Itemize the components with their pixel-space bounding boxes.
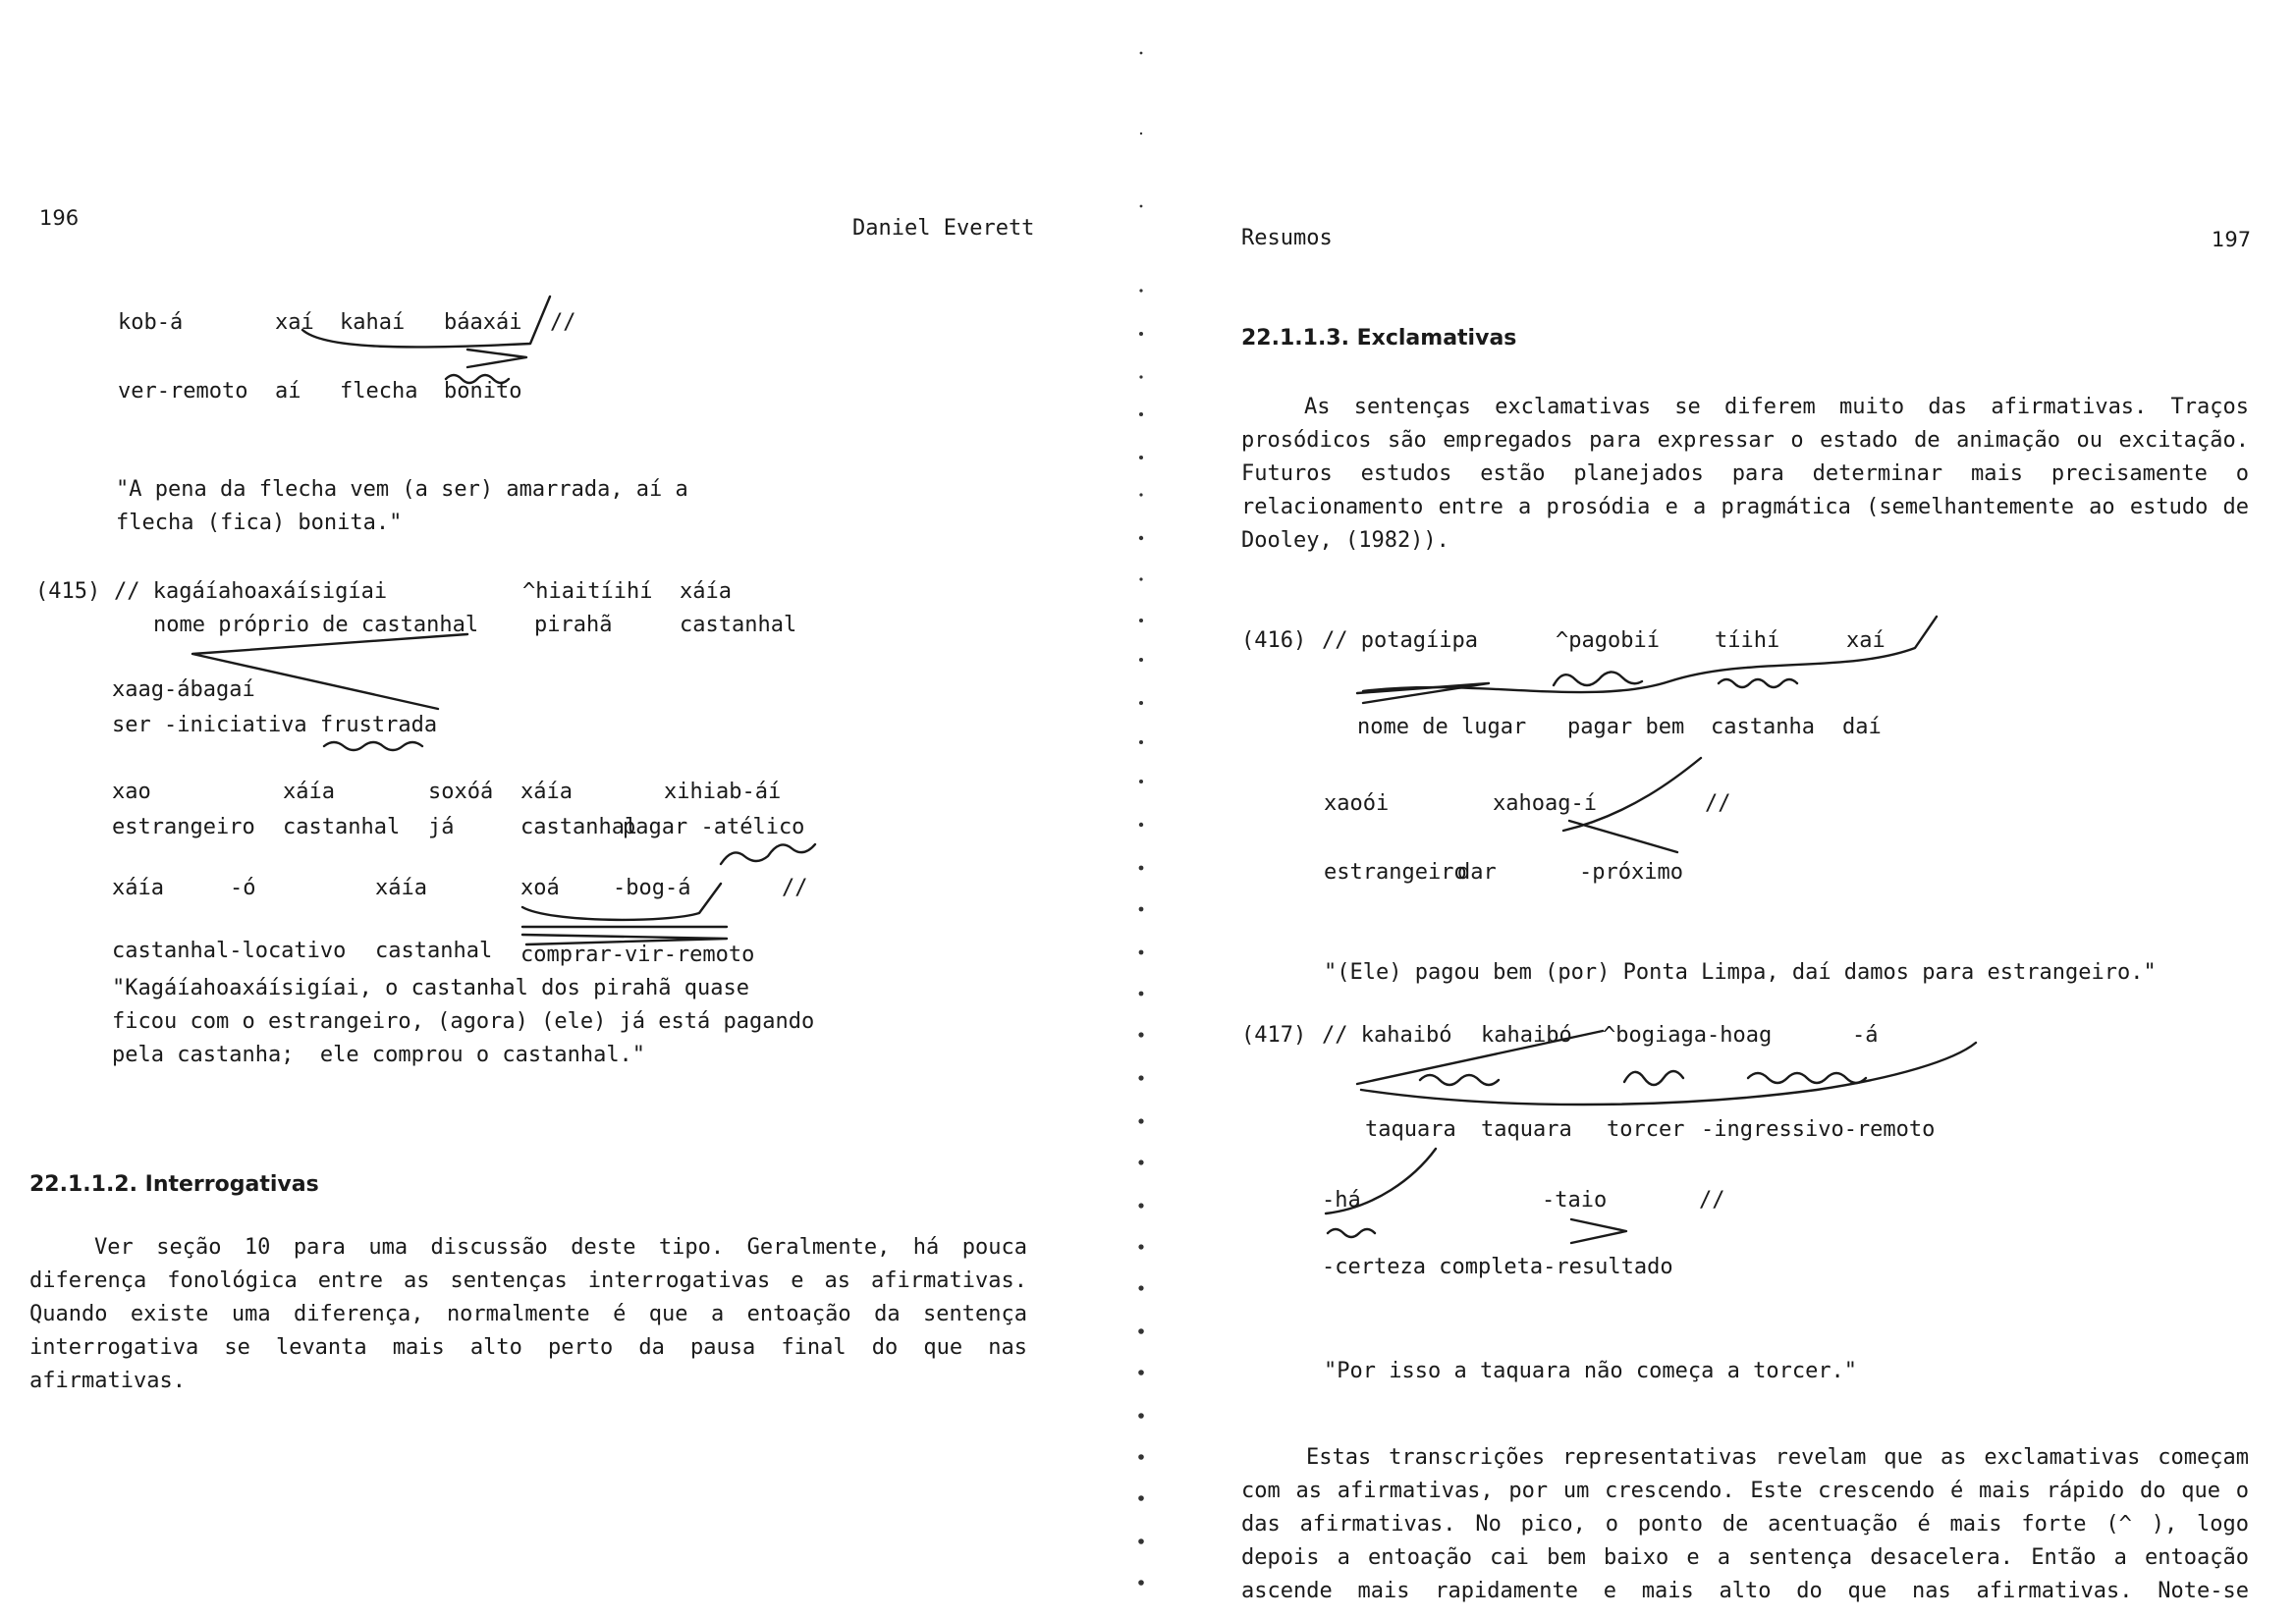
crescendo-mark	[522, 935, 727, 944]
contour-line	[1569, 821, 1677, 852]
ex415-gloss: nome próprio de castanhal	[153, 613, 479, 637]
ex415-word: xihiab-áí	[664, 780, 782, 804]
ex416-gloss: -próximo	[1579, 860, 1683, 885]
ex415-gloss: castanhal	[680, 613, 797, 637]
wavy-mark	[1748, 1073, 1866, 1083]
contour-line	[1357, 1031, 1603, 1084]
ex415-word: xáía	[680, 579, 732, 604]
wavy-mark	[1328, 1229, 1375, 1237]
ex414-pause: //	[550, 310, 576, 335]
ex415-gloss: estrangeiro	[112, 815, 255, 839]
ex415-word: xáía	[375, 876, 427, 900]
right-page-number: 197	[2212, 228, 2252, 251]
ex415-word: xáía	[520, 780, 573, 804]
crescendo-mark	[1571, 1219, 1626, 1243]
ex414-word: kahaí	[340, 310, 406, 335]
ex417-word: ^bogiaga-hoag	[1603, 1023, 1773, 1048]
section-heading-exclamativas: 22.1.1.3. Exclamativas	[1241, 326, 1517, 351]
ex417-pause: //	[1699, 1188, 1725, 1213]
contour-line	[1363, 617, 1937, 692]
crescendo-mark	[467, 350, 526, 367]
ex415-word: soxóá	[428, 780, 494, 804]
paragraph-line: As sentenças exclamativas se diferem muito das afirmativas. Traços	[1304, 395, 2249, 419]
ex416-gloss: pagar bem	[1567, 715, 1685, 739]
paragraph-line: afirmativas.	[29, 1369, 186, 1393]
ex415-word: // kagáíahoaxáísigíai	[114, 579, 388, 604]
ex415-translation: pela castanha; ele comprou o castanhal."	[112, 1043, 646, 1067]
contour-line	[302, 297, 550, 347]
ex417-gloss: taquara	[1365, 1117, 1456, 1142]
paragraph-line: diferença fonológica entre as sentenças interrogativas e as afirmativas.	[29, 1268, 1027, 1293]
ex414-gloss: flecha	[340, 379, 418, 404]
ex415-gloss: pagar -atélico	[623, 815, 805, 839]
wavy-mark	[1554, 672, 1642, 685]
wavy-mark	[1624, 1071, 1683, 1085]
ex415-word: xao	[112, 780, 151, 804]
ex414-gloss: aí	[275, 379, 301, 404]
paragraph-line: com as afirmativas, por um crescendo. Este crescendo é mais rápido do que o	[1241, 1479, 2249, 1503]
ex415-gloss: pirahã	[534, 613, 613, 637]
ex416-word: xahoag-í	[1493, 791, 1597, 816]
ex415-word: xaag-ábagaí	[112, 677, 255, 702]
paragraph-line: Dooley, (1982)).	[1241, 528, 1449, 553]
paragraph-line: ascende mais rapidamente e mais alto do que nas afirmativas. Note-se	[1241, 1579, 2249, 1603]
gutter-marks	[1133, 39, 1153, 1610]
paragraph-line: depois a entoação cai bem baixo e a sentença desacelera. Então a entoação	[1241, 1545, 2249, 1570]
ex416-word: // potagíipa	[1322, 628, 1478, 653]
ex416-gloss: estrangeiro	[1324, 860, 1467, 885]
ex414-word: báaxái	[444, 310, 522, 335]
ex417-translation: "Por isso a taquara não começa a torcer."	[1324, 1359, 1858, 1383]
ex415-word: xáía	[112, 876, 164, 900]
ex414-translation: "A pena da flecha vem (a ser) amarrada, aí a	[116, 477, 688, 502]
paragraph-line: Ver seção 10 para uma discussão deste tipo. Geralmente, há pouca	[94, 1235, 1027, 1260]
wavy-mark	[721, 844, 815, 864]
paragraph-line: relacionamento entre a prosódia e a pragmática (semelhantemente ao estudo de	[1241, 495, 2249, 519]
ex416-gloss: castanha	[1711, 715, 1815, 739]
ex417-gloss: -certeza completa-resultado	[1322, 1255, 1673, 1279]
ex415-translation: "Kagáíahoaxáísigíai, o castanhal dos pirahã quase	[112, 976, 750, 1000]
ex415-gloss: comprar-vir-remoto	[520, 943, 755, 967]
ex415-gloss: castanhal-locativo	[112, 939, 347, 963]
ex417-gloss: torcer	[1607, 1117, 1685, 1142]
ex417-gloss: taquara	[1481, 1117, 1572, 1142]
wavy-mark	[1420, 1075, 1499, 1085]
paragraph-line: das afirmativas. No pico, o ponto de acentuação é mais forte (^ ), logo	[1241, 1512, 2249, 1537]
ex416-gloss: dar	[1457, 860, 1497, 885]
paragraph-line: prosódicos são empregados para expressar o estado de animação ou excitação.	[1241, 428, 2249, 453]
ex416-number: (416)	[1241, 628, 1307, 653]
ex416-word: xaí	[1846, 628, 1886, 653]
ex415-gloss: castanhal	[375, 939, 493, 963]
right-running-head: Resumos	[1241, 226, 1333, 250]
ex417-word: -á	[1852, 1023, 1879, 1048]
contour-line	[522, 884, 721, 920]
paragraph-line: Quando existe uma diferença, normalmente é que a entoação da sentença	[29, 1302, 1027, 1326]
ex416-word: xaoói	[1324, 791, 1390, 816]
ex415-gloss: ser -iniciativa frustrada	[112, 713, 438, 737]
ex415-word: xáía	[283, 780, 335, 804]
ex414-translation: flecha (fica) bonita."	[116, 511, 403, 535]
ex416-word: ^pagobií	[1556, 628, 1660, 653]
ex417-word: // kahaibó	[1322, 1023, 1452, 1048]
ex414-gloss: ver-remoto	[118, 379, 248, 404]
ex417-word: -taio	[1542, 1188, 1608, 1213]
ex417-gloss: -ingressivo-remoto	[1701, 1117, 1936, 1142]
ex414-word: xaí	[275, 310, 314, 335]
ex417-word: -há	[1322, 1188, 1361, 1213]
ex416-gloss: daí	[1842, 715, 1882, 739]
ex415-gloss: castanhal	[520, 815, 638, 839]
left-page-number: 196	[39, 206, 80, 230]
ex416-translation: "(Ele) pagou bem (por) Ponta Limpa, daí damos para estrangeiro."	[1324, 960, 2157, 985]
paragraph-line: interrogativa se levanta mais alto perto da pausa final do que nas	[29, 1335, 1027, 1360]
ex415-gloss: castanhal	[283, 815, 401, 839]
ex415-word: ^hiaitíihí	[522, 579, 653, 604]
contour-line	[1563, 758, 1701, 831]
ex415-gloss: já	[428, 815, 455, 839]
ex414-gloss: bonito	[444, 379, 522, 404]
ex415-number: (415)	[35, 579, 101, 604]
paragraph-line: Estas transcrições representativas revelam que as exclamativas começam	[1306, 1445, 2249, 1470]
ex414-word: kob-á	[118, 310, 184, 335]
ex417-number: (417)	[1241, 1023, 1307, 1048]
contour-line	[192, 634, 467, 709]
ex415-word: -ó	[230, 876, 256, 900]
paragraph-line: Futuros estudos estão planejados para determinar mais precisamente o	[1241, 461, 2249, 486]
contour-line	[1326, 1149, 1436, 1214]
ex416-word: tíihí	[1715, 628, 1780, 653]
left-running-head: Daniel Everett	[852, 216, 1035, 241]
ex416-gloss: nome de lugar	[1357, 715, 1527, 739]
ex415-word: xoá	[520, 876, 560, 900]
ex415-translation: ficou com o estrangeiro, (agora) (ele) já está pagando	[112, 1009, 815, 1034]
ex415-pause: //	[782, 876, 808, 900]
ex417-word: kahaibó	[1481, 1023, 1572, 1048]
wavy-mark	[324, 742, 422, 750]
wavy-mark	[1719, 679, 1797, 687]
ex416-pause: //	[1705, 791, 1731, 816]
ex415-word: -bog-á	[613, 876, 691, 900]
section-heading-interrogativas: 22.1.1.2. Interrogativas	[29, 1172, 319, 1197]
wavy-mark	[446, 375, 509, 383]
